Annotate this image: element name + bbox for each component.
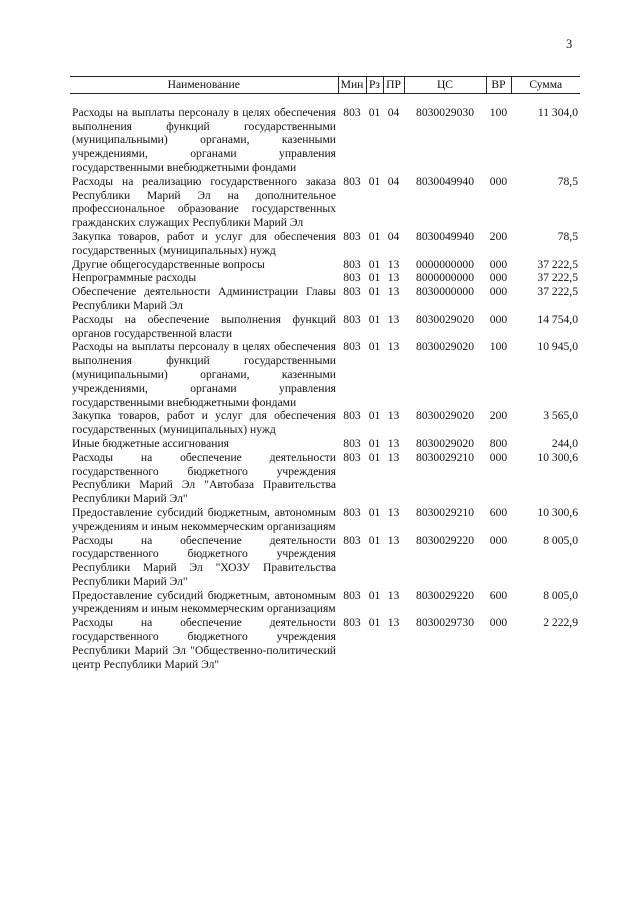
- row-min: 803: [343, 312, 361, 326]
- row-sum: 244,0: [551, 436, 578, 450]
- row-sum: 8 005,0: [543, 533, 578, 547]
- row-name: Закупка товаров, работ и услуг для обеспечения государственных (муниципальных) нужд: [72, 229, 336, 257]
- row-min: 803: [343, 174, 361, 188]
- row-name: Непрограммные расходы: [72, 271, 197, 285]
- row-vr: 600: [489, 588, 508, 602]
- budget-table: [70, 76, 580, 671]
- row-vr: 200: [489, 229, 508, 243]
- column-header-vr: ВР: [486, 77, 511, 94]
- table-row: [70, 589, 580, 617]
- table-row: [70, 313, 580, 341]
- row-pr: 13: [387, 340, 400, 354]
- row-sum: 78,5: [557, 229, 578, 243]
- row-pr: 13: [387, 409, 400, 423]
- row-vr: 600: [489, 505, 508, 519]
- row-rz: 01: [368, 588, 381, 602]
- row-pr: 04: [387, 105, 400, 119]
- row-min: 803: [343, 436, 361, 450]
- row-name: Расходы на выплаты персоналу в целях обеспечения выполнения функций государственными (муниципальными) органами, казенными учреждениями, органами управления государственными внебюджетными фондами: [72, 340, 336, 409]
- row-rz: 01: [368, 436, 381, 450]
- row-vr: 000: [489, 616, 508, 630]
- row-pr: 13: [387, 271, 400, 285]
- row-pr: 13: [387, 588, 400, 602]
- table-row: [70, 451, 580, 506]
- row-cs: 8030029220: [416, 533, 474, 547]
- column-header-name: Наименование: [70, 77, 338, 94]
- row-rz: 01: [368, 616, 381, 630]
- row-pr: 13: [387, 616, 400, 630]
- column-header-cs: ЦС: [404, 77, 486, 94]
- row-sum: 10 300,6: [537, 505, 578, 519]
- row-vr: 000: [489, 257, 508, 271]
- row-name: Предоставление субсидий бюджетным, автономным учреждениям и иным некоммерческим организациям: [72, 505, 336, 533]
- row-name: Закупка товаров, работ и услуг для обеспечения государственных (муниципальных) нужд: [72, 409, 336, 437]
- table-row: [70, 409, 580, 437]
- column-header-min: Мин: [338, 77, 366, 94]
- row-rz: 01: [368, 105, 381, 119]
- row-vr: 000: [489, 312, 508, 326]
- row-cs: 8030029020: [416, 312, 474, 326]
- row-cs: 8030029020: [416, 409, 474, 423]
- row-pr: 13: [387, 533, 400, 547]
- table-row: [70, 175, 580, 230]
- row-cs: 8030029030: [416, 105, 474, 119]
- row-sum: 37 222,5: [537, 257, 578, 271]
- row-min: 803: [343, 409, 361, 423]
- row-pr: 13: [387, 436, 400, 450]
- row-min: 803: [343, 588, 361, 602]
- row-vr: 100: [489, 105, 508, 119]
- row-sum: 10 300,6: [537, 450, 578, 464]
- row-rz: 01: [368, 450, 381, 464]
- row-rz: 01: [368, 533, 381, 547]
- row-sum: 11 304,0: [537, 105, 578, 119]
- table-row: [70, 534, 580, 589]
- table-row: [70, 285, 580, 313]
- row-rz: 01: [368, 229, 381, 243]
- row-pr: 13: [387, 285, 400, 299]
- row-min: 803: [343, 533, 361, 547]
- row-sum: 14 754,0: [537, 312, 578, 326]
- row-rz: 01: [368, 505, 381, 519]
- column-header-sum: Сумма: [511, 77, 580, 94]
- row-cs: 8030029220: [416, 588, 474, 602]
- row-min: 803: [343, 257, 361, 271]
- row-vr: 000: [489, 271, 508, 285]
- row-pr: 04: [387, 229, 400, 243]
- row-min: 803: [343, 616, 361, 630]
- row-min: 803: [343, 271, 361, 285]
- table-row: [70, 437, 580, 451]
- table-row: [70, 271, 580, 285]
- table-row: [70, 340, 580, 409]
- row-cs: 8030000000: [416, 285, 474, 299]
- row-name: Другие общегосударственные вопросы: [72, 257, 265, 271]
- row-rz: 01: [368, 340, 381, 354]
- row-rz: 01: [368, 174, 381, 188]
- row-pr: 13: [387, 312, 400, 326]
- row-pr: 13: [387, 450, 400, 464]
- row-min: 803: [343, 229, 361, 243]
- row-vr: 000: [489, 533, 508, 547]
- column-header-pr: ПР: [383, 77, 404, 94]
- row-vr: 800: [489, 436, 508, 450]
- row-name: Иные бюджетные ассигнования: [72, 436, 229, 450]
- row-cs: 8030029210: [416, 505, 474, 519]
- row-pr: 04: [387, 174, 400, 188]
- row-cs: 8030029020: [416, 340, 474, 354]
- row-rz: 01: [368, 285, 381, 299]
- table-row: [70, 230, 580, 258]
- row-cs: 8030029730: [416, 616, 474, 630]
- row-sum: 8 005,0: [543, 588, 578, 602]
- row-rz: 01: [368, 409, 381, 423]
- row-cs: 8030049940: [416, 174, 474, 188]
- row-cs: 8000000000: [416, 271, 474, 285]
- row-vr: 000: [489, 450, 508, 464]
- row-cs: 8030029210: [416, 450, 474, 464]
- row-pr: 13: [387, 505, 400, 519]
- row-sum: 37 222,5: [537, 285, 578, 299]
- row-sum: 3 565,0: [543, 409, 578, 423]
- row-sum: 37 222,5: [537, 271, 578, 285]
- table-row: [70, 506, 580, 534]
- row-name: Предоставление субсидий бюджетным, автономным учреждениям и иным некоммерческим организациям: [72, 588, 336, 616]
- row-vr: 000: [489, 174, 508, 188]
- row-vr: 100: [489, 340, 508, 354]
- row-name: Расходы на обеспечение деятельности государственного бюджетного учреждения Республики Марий Эл "Автобаза Правительства Республики Марий Эл": [72, 450, 336, 506]
- row-sum: 2 222,9: [543, 616, 578, 630]
- row-min: 803: [343, 505, 361, 519]
- row-name: Расходы на обеспечение деятельности государственного бюджетного учреждения Республики Марий Эл "ХОЗУ Правительства Республики Марий Эл": [72, 533, 336, 588]
- page-number: 3: [566, 37, 573, 51]
- row-cs: 8030049940: [416, 229, 474, 243]
- row-name: Расходы на реализацию государственного заказа Республики Марий Эл на дополнительное профессиональное образование государственных гражданских служащих Республики Марий Эл: [72, 174, 336, 230]
- row-cs: 0000000000: [416, 257, 474, 271]
- row-name: Расходы на обеспечение выполнения функций органов государственной власти: [72, 312, 336, 340]
- row-cs: 8030029020: [416, 436, 474, 450]
- row-name: Обеспечение деятельности Администрации Главы Республики Марий Эл: [72, 285, 336, 312]
- row-min: 803: [343, 450, 361, 464]
- row-pr: 13: [387, 257, 400, 271]
- table-header-row: [70, 77, 580, 94]
- row-min: 803: [343, 340, 361, 354]
- row-vr: 000: [489, 285, 508, 299]
- table-row: [70, 616, 580, 671]
- row-name: Расходы на выплаты персоналу в целях обеспечения выполнения функций государственными (муниципальными) органами, казенными учреждениями, органами управления государственными внебюджетными фондами: [72, 105, 336, 174]
- row-name: Расходы на обеспечение деятельности государственного бюджетного учреждения Республики Марий Эл "Общественно-политический центр Республики Марий Эл": [72, 616, 336, 671]
- row-min: 803: [343, 285, 361, 299]
- row-sum: 10 945,0: [537, 340, 578, 354]
- table-row: [70, 93, 580, 174]
- row-sum: 78,5: [557, 174, 578, 188]
- row-rz: 01: [368, 312, 381, 326]
- row-min: 803: [343, 105, 361, 119]
- row-vr: 200: [489, 409, 508, 423]
- row-rz: 01: [368, 257, 381, 271]
- table-row: [70, 258, 580, 272]
- row-rz: 01: [368, 271, 381, 285]
- column-header-rz: Рз: [366, 77, 383, 94]
